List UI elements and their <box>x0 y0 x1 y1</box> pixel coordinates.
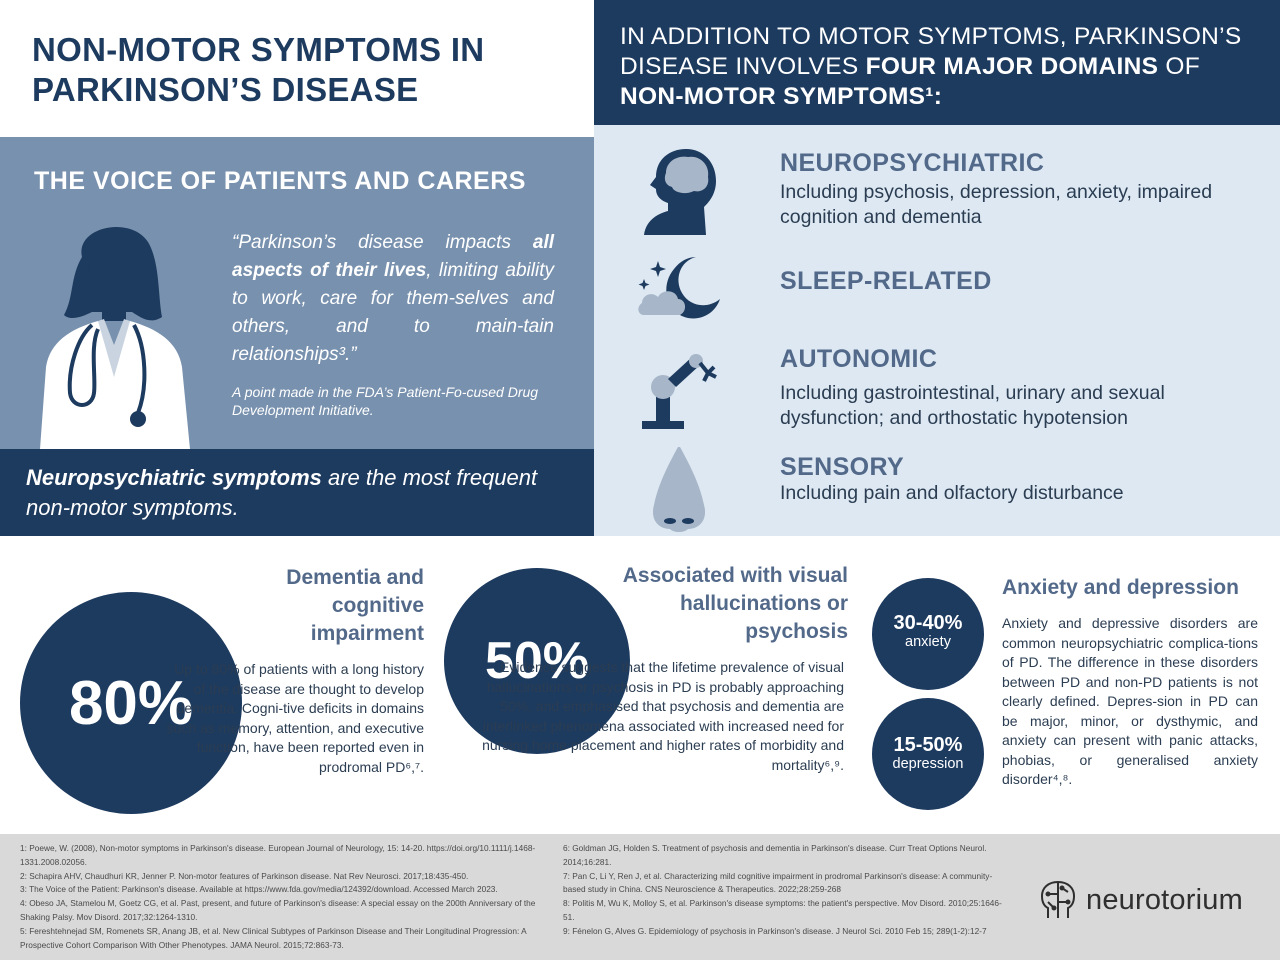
voice-heading: THE VOICE OF PATIENTS AND CARERS <box>34 167 526 195</box>
banner-text-1: IN ADDITION TO MOTOR SYMPTOMS, PARKINSON’S DISEASE INVOLVES <box>620 23 1242 80</box>
reference-item: 5: Fereshtehnejad SM, Romenets SR, Anang JB, et al. New Clinical Subtypes of Parkinson Disease and Their Longitudinal Progression: A Prospective Cohort Comparison With Other Phenotypes. JAMA Neurol. 2015;72:863-73. <box>20 925 527 950</box>
head-brain-icon <box>634 147 724 237</box>
reference-item: 2: Schapira AHV, Chaudhuri KR, Jenner P. Non-motor features of Parkinson disease. Nat Rev Neurosci. 2017;18:435-450. <box>20 870 469 881</box>
reference-item: 7: Pan C, Li Y, Ren J, et al. Characterizing mild cognitive impairment in prodromal Parkinson's disease: A community-based study in China. CNS Neuroscience & Therapeutics. 2022;28:259-268 <box>563 870 993 895</box>
reference-item: 6: Goldman JG, Holden S. Treatment of psychosis and dementia in Parkinson's disease. Curr Treat Options Neurol. 2014;16:281. <box>563 843 987 867</box>
quote-text-1: “Parkinson’s disease impacts <box>232 232 533 253</box>
doctor-icon <box>20 217 210 449</box>
stat-heading-psychosis: Associated with visual hallucinations or psychosis <box>622 564 848 643</box>
frequent-bold: Neuropsychiatric symptoms <box>26 465 322 490</box>
stat-body-anxiety: Anxiety and depressive disorders are common neuropsychiatric complica-tions of PD. The difference in these disorders between PD and non-PD patients is not clearly defined. Depres-sion in PD can be major, minor, or dysthymic, and anxiety can present with panic attacks, phobias, or generalised anxiety disorder⁴,⁸. <box>1002 615 1258 787</box>
banner-bold-2: NON-MOTOR SYMPTOMS¹: <box>620 83 943 110</box>
patient-quote <box>232 229 554 369</box>
quote-source: A point made in the FDA’s Patient-Fo-cused Drug Development Initiative. <box>232 384 539 418</box>
quote-bold: all aspects of their lives <box>232 232 554 281</box>
reference-item: 1: Poewe, W. (2008), Non-motor symptoms in Parkinson's disease. European Journal of Neurology, 15: 14-20. https://doi.org/10.1111/j.1468-1331.2008.02056. <box>20 843 536 867</box>
stat-circle-anxiety <box>872 578 984 690</box>
reference-item: 4: Obeso JA, Stamelou M, Goetz CG, et al. Past, present, and future of Parkinson's disease: A special essay on the 200th Anniversary of the Shaking Palsy. Mov Disord. 2017;32:1264-1310. <box>20 898 536 922</box>
stat-heading-dementia: Dementia and cognitive impairment <box>286 566 424 645</box>
banner-text-2: OF <box>1158 53 1200 80</box>
domain-title-autonomic: AUTONOMIC <box>780 345 938 373</box>
references-right <box>563 842 1003 939</box>
domain-title-sensory: SENSORY <box>780 453 905 481</box>
brand-logo <box>1038 878 1243 922</box>
domain-desc-sensory: Including pain and olfactory disturbance <box>780 482 1124 504</box>
stat-body-dementia: Up to 80% of patients with a long history of the disease are thought to develop dementia. Cogni-tive deficits in domains such as memory, attention, and executive function, have been reported even in prodromal PD⁶,⁷. <box>166 661 424 775</box>
stat-body-psychosis: Evidence suggests that the lifetime prevalence of visual hallucinations or psychosis in PD is probably approaching 50%, and emphasised that psychosis and dementia are interlinked phenomena associated with increased need for nursing home placement and higher rates of morbidity and mortality⁶,⁹. <box>482 659 844 773</box>
page-title: NON-MOTOR SYMPTOMS IN PARKINSON’S DISEASE <box>32 31 485 108</box>
nose-icon <box>634 445 724 535</box>
voice-panel <box>0 137 594 449</box>
footer <box>0 834 1280 960</box>
stat-circle-50: 50% <box>444 568 630 754</box>
domains-banner <box>594 0 1280 125</box>
robotic-arm-icon <box>634 343 724 433</box>
depression-label: depression <box>892 756 964 772</box>
frequent-symptoms-box <box>0 449 594 536</box>
title-block <box>0 0 594 137</box>
brain-circuit-logo-icon <box>1038 878 1078 922</box>
anxiety-label: anxiety <box>905 634 951 650</box>
domain-desc-autonomic: Including gastrointestinal, urinary and sexual dysfunction; and orthostatic hypotension <box>780 382 1165 429</box>
domains-heading <box>620 22 1260 112</box>
frequent-rest: are the most frequent non-motor symptoms. <box>26 465 538 520</box>
domain-title-neuropsychiatric: NEUROPSYCHIATRIC <box>780 149 1045 177</box>
domains-list <box>594 125 1280 536</box>
reference-item: 8: Politis M, Wu K, Molloy S, et al. Parkinson's disease symptoms: the patient's perspective. Mov Disord. 2010;25:1646-51. <box>563 898 1002 922</box>
reference-item: 3: The Voice of the Patient: Parkinson's disease. Available at https://www.fda.gov/media/124392/download. Accessed March 2023. <box>20 884 498 895</box>
domain-desc-neuropsychiatric: Including psychosis, depression, anxiety, impaired cognition and dementia <box>780 181 1213 228</box>
banner-bold-1: FOUR MAJOR DOMAINS <box>865 53 1159 80</box>
moon-cloud-stars-icon <box>634 253 724 343</box>
quote-text-2: , limiting ability to work, care for them-selves and others, and to main-tain relationships³.” <box>232 260 554 365</box>
brand-name: neurotorium <box>1086 883 1243 916</box>
reference-item: 9: Fénelon G, Alves G. Epidemiology of psychosis in Parkinson's disease. J Neurol Sci. 2010 Feb 15; 289(1-2):12-7 <box>563 925 987 936</box>
anxiety-value: 30-40% <box>893 612 963 634</box>
stat-circle-depression <box>872 698 984 810</box>
stat-circle-80: 80% <box>20 592 242 814</box>
stat-heading-anxiety: Anxiety and depression <box>1002 576 1239 599</box>
frequent-symptoms-text <box>26 463 566 523</box>
depression-value: 15-50% <box>893 734 963 756</box>
references-left <box>20 842 560 952</box>
domain-title-sleep: SLEEP-RELATED <box>780 267 992 295</box>
